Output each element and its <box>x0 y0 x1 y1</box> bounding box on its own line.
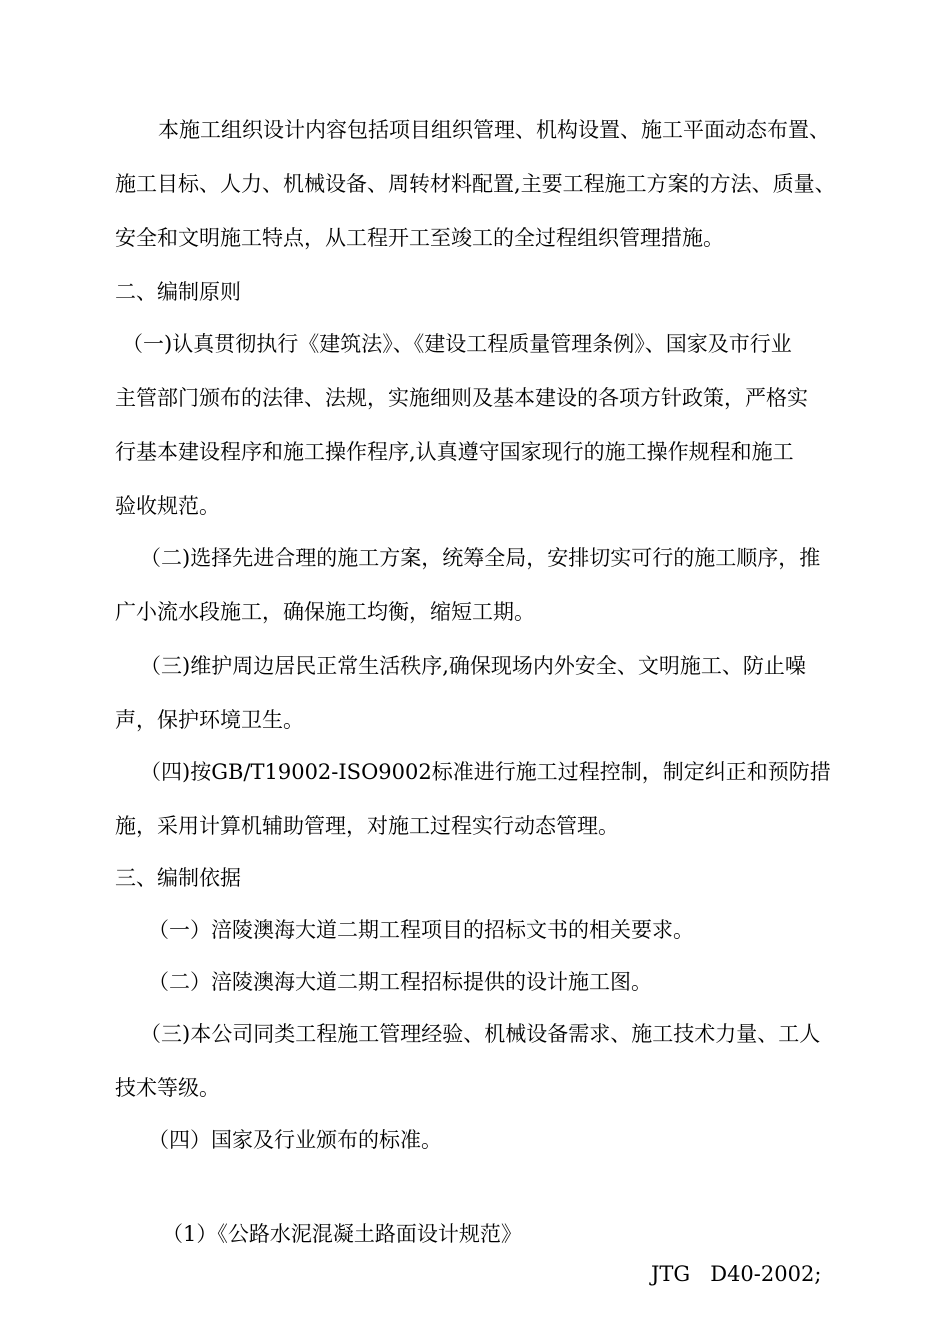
principle-1-line-4: 验收规范。 <box>115 494 220 518</box>
principle-3-line-1: （三)维护周边居民正常生活秩序,确保现场内外安全、文明施工、防止噪 <box>140 654 806 678</box>
basis-3-line-1: （三)本公司同类工程施工管理经验、机械设备需求、施工技术力量、工人 <box>140 1022 821 1046</box>
para-intro-line-3: 安全和文明施工特点，从工程开工至竣工的全过程组织管理措施。 <box>115 226 724 250</box>
principle-4-line-1: （四)按GB/T19002-ISO9002标准进行施工过程控制，制定纠正和预防措 <box>140 760 831 784</box>
principle-1-line-1: （一)认真贯彻执行《建筑法》、《建设工程质量管理条例》、国家及市行业 <box>122 332 792 356</box>
principle-2-line-2: 广小流水段施工，确保施工均衡，缩短工期。 <box>115 600 535 624</box>
para-intro-line-2: 施工目标、人力、机械设备、周转材料配置,主要工程施工方案的方法、质量、 <box>115 172 836 196</box>
section-heading-basis: 三、编制依据 <box>115 866 241 890</box>
standard-item-1 <box>0 1174 950 1286</box>
basis-4: （四）国家及行业颁布的标准。 <box>148 1128 442 1152</box>
principle-1-line-3: 行基本建设程序和施工操作程序,认真遵守国家现行的施工操作规程和施工 <box>115 440 794 464</box>
basis-1: （一）涪陵澳海大道二期工程项目的招标文书的相关要求。 <box>148 918 694 942</box>
basis-3-line-2: 技术等级。 <box>115 1076 220 1100</box>
principle-2-line-1: （二)选择先进合理的施工方案，统筹全局，安排切实可行的施工顺序，推 <box>140 546 821 570</box>
para-intro-line-1: 本施工组织设计内容包括项目组织管理、机构设置、施工平面动态布置、 <box>158 118 830 142</box>
basis-2: （二）涪陵澳海大道二期工程招标提供的设计施工图。 <box>148 970 652 994</box>
principle-4-line-2: 施，采用计算机辅助管理，对施工过程实行动态管理。 <box>115 814 619 838</box>
principle-3-line-2: 声，保护环境卫生。 <box>115 708 304 732</box>
standard-code: JTG D40-2002; <box>651 1262 822 1286</box>
section-heading-principles: 二、编制原则 <box>115 280 241 304</box>
principle-1-line-2: 主管部门颁布的法律、法规，实施细则及基本建设的各项方针政策，严格实 <box>115 386 808 410</box>
standard-title: （1）《公路水泥混凝土路面设计规范》 <box>162 1222 522 1246</box>
